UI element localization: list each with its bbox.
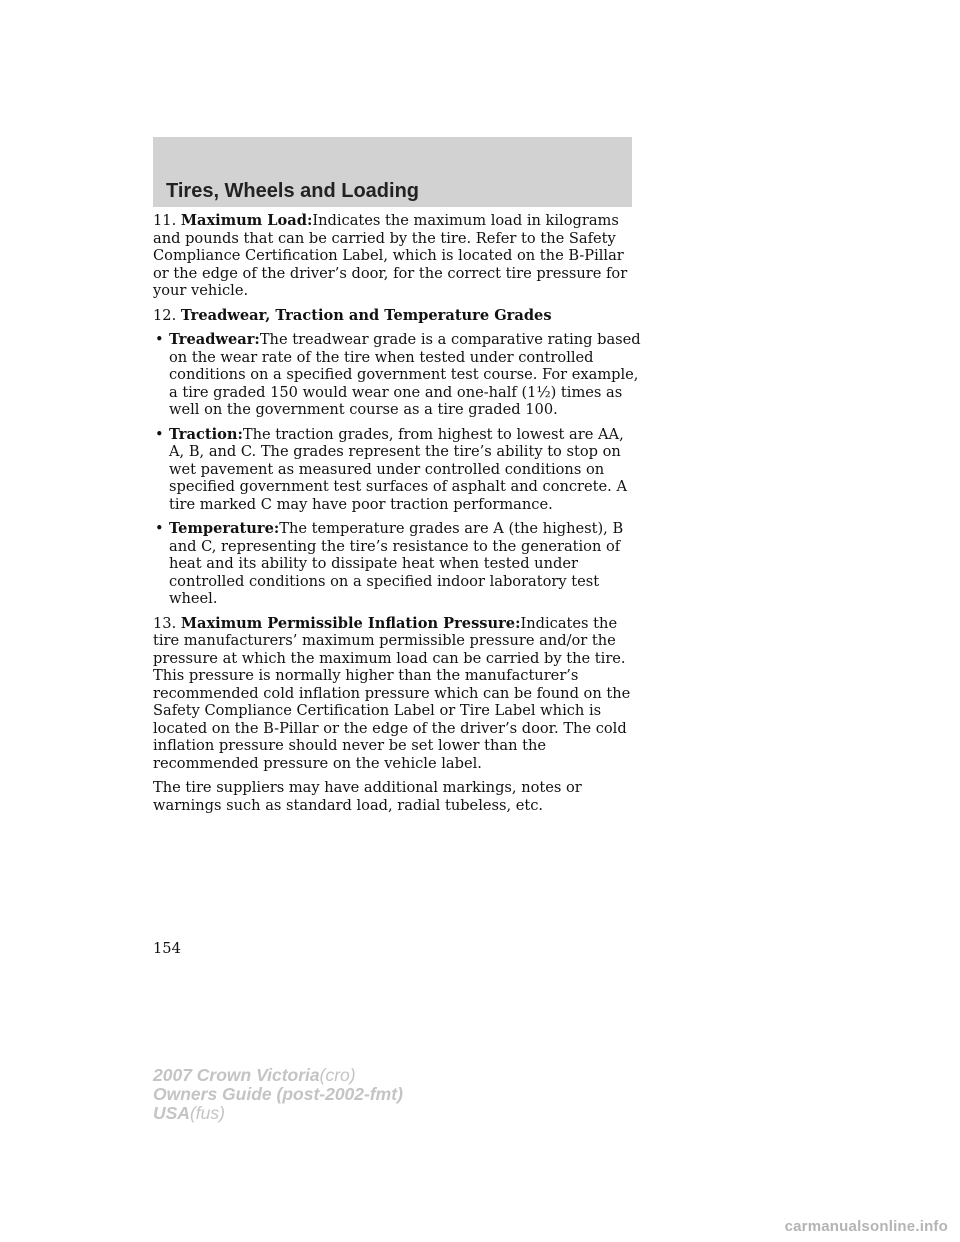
item-11-number: 11. <box>153 212 177 229</box>
item-12 <box>153 307 643 325</box>
bullet-treadwear <box>153 331 643 419</box>
item-13-number: 13. <box>153 614 177 632</box>
bullet-marker: • <box>155 520 164 537</box>
bullet-treadwear-text: The treadwear grade is a comparative rating based on the wear rate of the tire when tested under controlled conditions on a specified government test course. For example, a tire graded 150 would wear one and one-half (1½) times as well on the government course as a tire graded 100. <box>169 331 641 418</box>
bullet-traction-term: Traction: <box>169 425 243 443</box>
footer-market-code: (fus) <box>189 1103 225 1123</box>
section-title: Tires, Wheels and Loading <box>166 180 420 202</box>
item-13-text: Indicates the tire manufacturers’ maximum permissible pressure and/or the pressure at which the maximum load can be carried by the tire. This pressure is normally higher than the manufacturer’s recommended cold inflation pressure which can be found on the Safety Compliance Certification Label or Tire Label which is located on the B-Pillar or the edge of the driver’s door. The cold inflation pressure should never be set lower than the recommended pressure on the vehicle label. <box>153 614 631 772</box>
closing-paragraph: The tire suppliers may have additional markings, notes or warnings such as standard load, radial tubeless, etc. <box>153 779 582 814</box>
item-12-term: Treadwear, Traction and Temperature Grades <box>180 306 552 324</box>
item-11-text: Indicates the maximum load in kilograms and pounds that can be carried by the tire. Refer to the Safety Compliance Certification Label, which is located on the B-Pillar or the edge of the driver’s door, for the correct tire pressure for your vehicle. <box>153 212 628 299</box>
footer-market: USA <box>153 1103 190 1123</box>
section-header <box>153 137 632 207</box>
footer-line-2: Owners Guide (post-2002-fmt) <box>153 1084 403 1104</box>
bullet-marker: • <box>155 331 164 348</box>
bullet-traction <box>153 426 643 514</box>
bullet-traction-text: The traction grades, from highest to lowest are AA, A, B, and C. The grades represent the tire’s ability to stop on wet pavement as measured under controlled conditions on specified government test surfaces of asphalt and concrete. A tire marked C may have poor traction performance. <box>169 425 627 513</box>
bullet-temperature-term: Temperature: <box>169 520 280 537</box>
item-11 <box>153 212 643 300</box>
page-content <box>153 212 643 821</box>
footer-line-1 <box>153 1066 403 1085</box>
footer-model: 2007 Crown Victoria <box>153 1065 320 1085</box>
item-12-number: 12. <box>153 306 177 324</box>
document-footer <box>153 1066 403 1123</box>
item-13 <box>153 615 643 773</box>
page-number: 154 <box>153 940 181 957</box>
bullet-temperature <box>153 520 643 608</box>
site-watermark: carmanualsonline.info <box>784 1218 948 1235</box>
footer-line-3 <box>153 1104 403 1123</box>
item-11-term: Maximum Load: <box>180 212 313 229</box>
item-13-term: Maximum Permissible Inflation Pressure: <box>180 614 521 632</box>
bullet-temperature-text: The temperature grades are A (the highest), B and C, representing the tire’s resistance to the generation of heat and its ability to dissipate heat when tested under controlled conditions on a specified indoor laboratory test wheel. <box>169 520 624 607</box>
footer-model-code: (cro) <box>319 1065 356 1085</box>
bullet-marker: • <box>155 425 164 443</box>
bullet-treadwear-term: Treadwear: <box>169 331 260 348</box>
